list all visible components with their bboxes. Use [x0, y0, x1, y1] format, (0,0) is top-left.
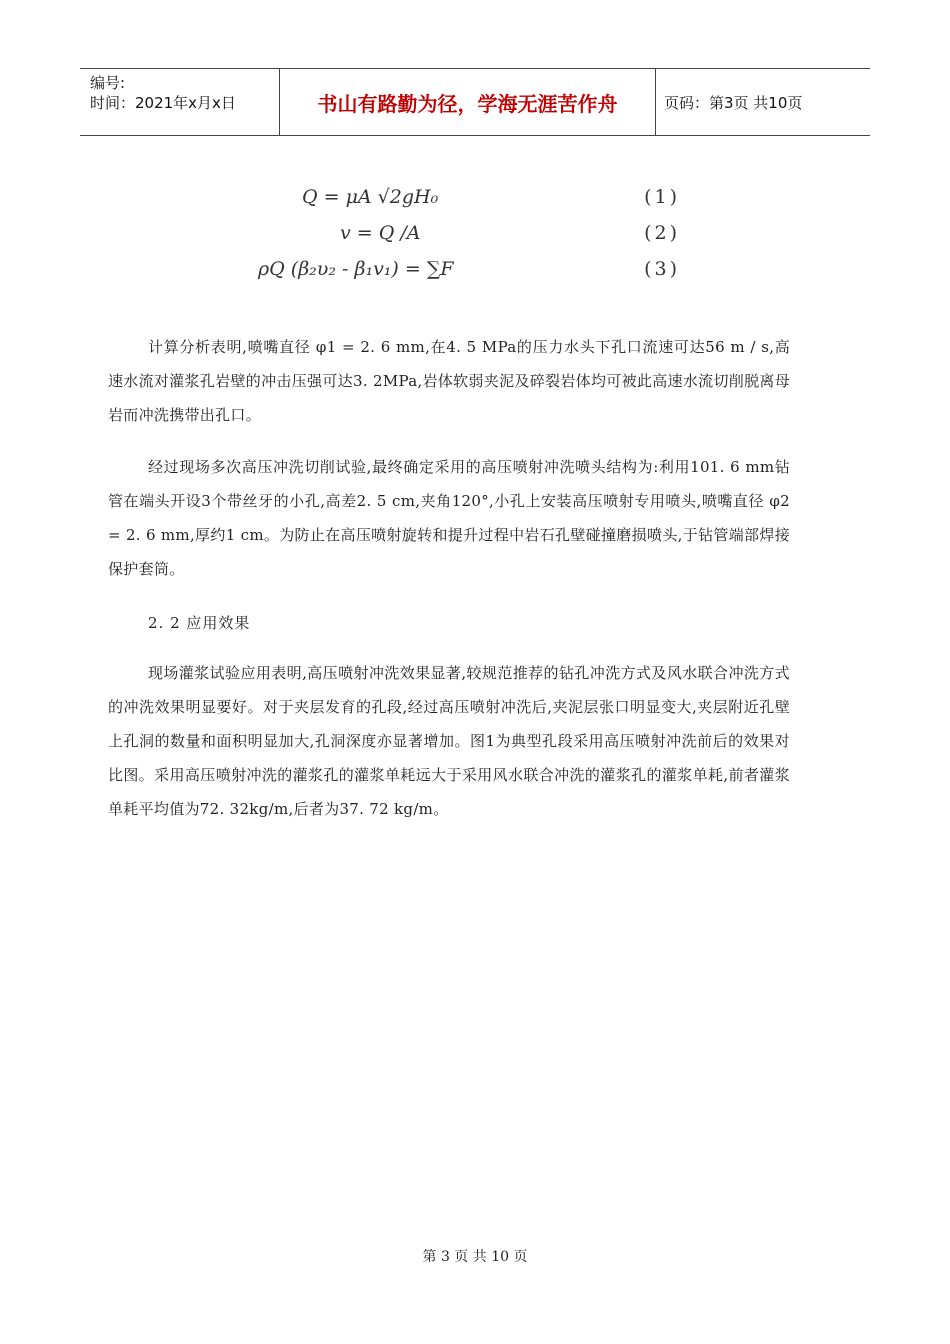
- formula-expression: ρQ (β₂υ₂ - β₁v₁) = ∑F: [258, 258, 454, 280]
- serial-number-label: 编号:: [90, 74, 126, 92]
- page-footer: 第 3 页 共 10 页: [422, 1249, 528, 1265]
- formula-row: [250, 180, 700, 216]
- section-heading: 2. 2 应用效果: [148, 614, 251, 632]
- formula-number: (3): [644, 258, 680, 280]
- header-page-info: 页码：第3页 共10页: [664, 93, 803, 112]
- formula-row: [250, 252, 700, 288]
- page-header: [80, 68, 870, 136]
- header-motto: 书山有路勤为径，学海无涯苦作舟: [280, 69, 656, 135]
- formula-expression: v = Q /A: [340, 222, 421, 244]
- paragraph-text: 经过现场多次高压冲洗切削试验,最终确定采用的高压喷射冲洗喷头结构为:利用101. 6 mm钻管在端头开设3个带丝牙的小孔,高差2. 5 cm,夹角120°,小孔上安装高压喷射专用喷头,喷嘴直径 φ2 = 2. 6 mm,厚约1 cm。为防止在高压喷射旋转和提升过程中岩石孔壁碰撞磨损喷头,于钻管端部焊接保护套筒。: [108, 458, 790, 578]
- paragraph-text: 现场灌浆试验应用表明,高压喷射冲洗效果显著,较规范推荐的钻孔冲洗方式及风水联合冲洗方式的冲洗效果明显要好。对于夹层发育的孔段,经过高压喷射冲洗后,夹泥层张口明显变大,夹层附近孔壁上孔洞的数量和面积明显加大,孔洞深度亦显著增加。图1为典型孔段采用高压喷射冲洗前后的效果对比图。采用高压喷射冲洗的灌浆孔的灌浆单耗远大于采用风水联合冲洗的灌浆孔的灌浆单耗,前者灌浆单耗平均值为72. 32kg/m,后者为37. 72 kg/m。: [108, 664, 790, 818]
- paragraph-text: 计算分析表明,喷嘴直径 φ1 = 2. 6 mm,在4. 5 MPa的压力水头下孔口流速可达56 m / s,高速水流对灌浆孔岩壁的冲击压强可达3. 2MPa,岩体软弱夹泥及碎裂岩体均可被此高速水流切削脱离母岩而冲洗携带出孔口。: [108, 338, 790, 424]
- paragraph-1: [108, 330, 790, 432]
- formula-row: [250, 216, 700, 252]
- formula-number: (2): [644, 222, 680, 244]
- formula-number: (1): [644, 186, 680, 208]
- formula-expression: Q = μA √2gH₀: [302, 186, 439, 208]
- paragraph-2: [108, 450, 790, 586]
- date-label: 时间：2021年x月x日: [90, 94, 236, 112]
- paragraph-3: [108, 656, 790, 826]
- formula-block: [250, 180, 700, 288]
- header-meta: [80, 69, 280, 135]
